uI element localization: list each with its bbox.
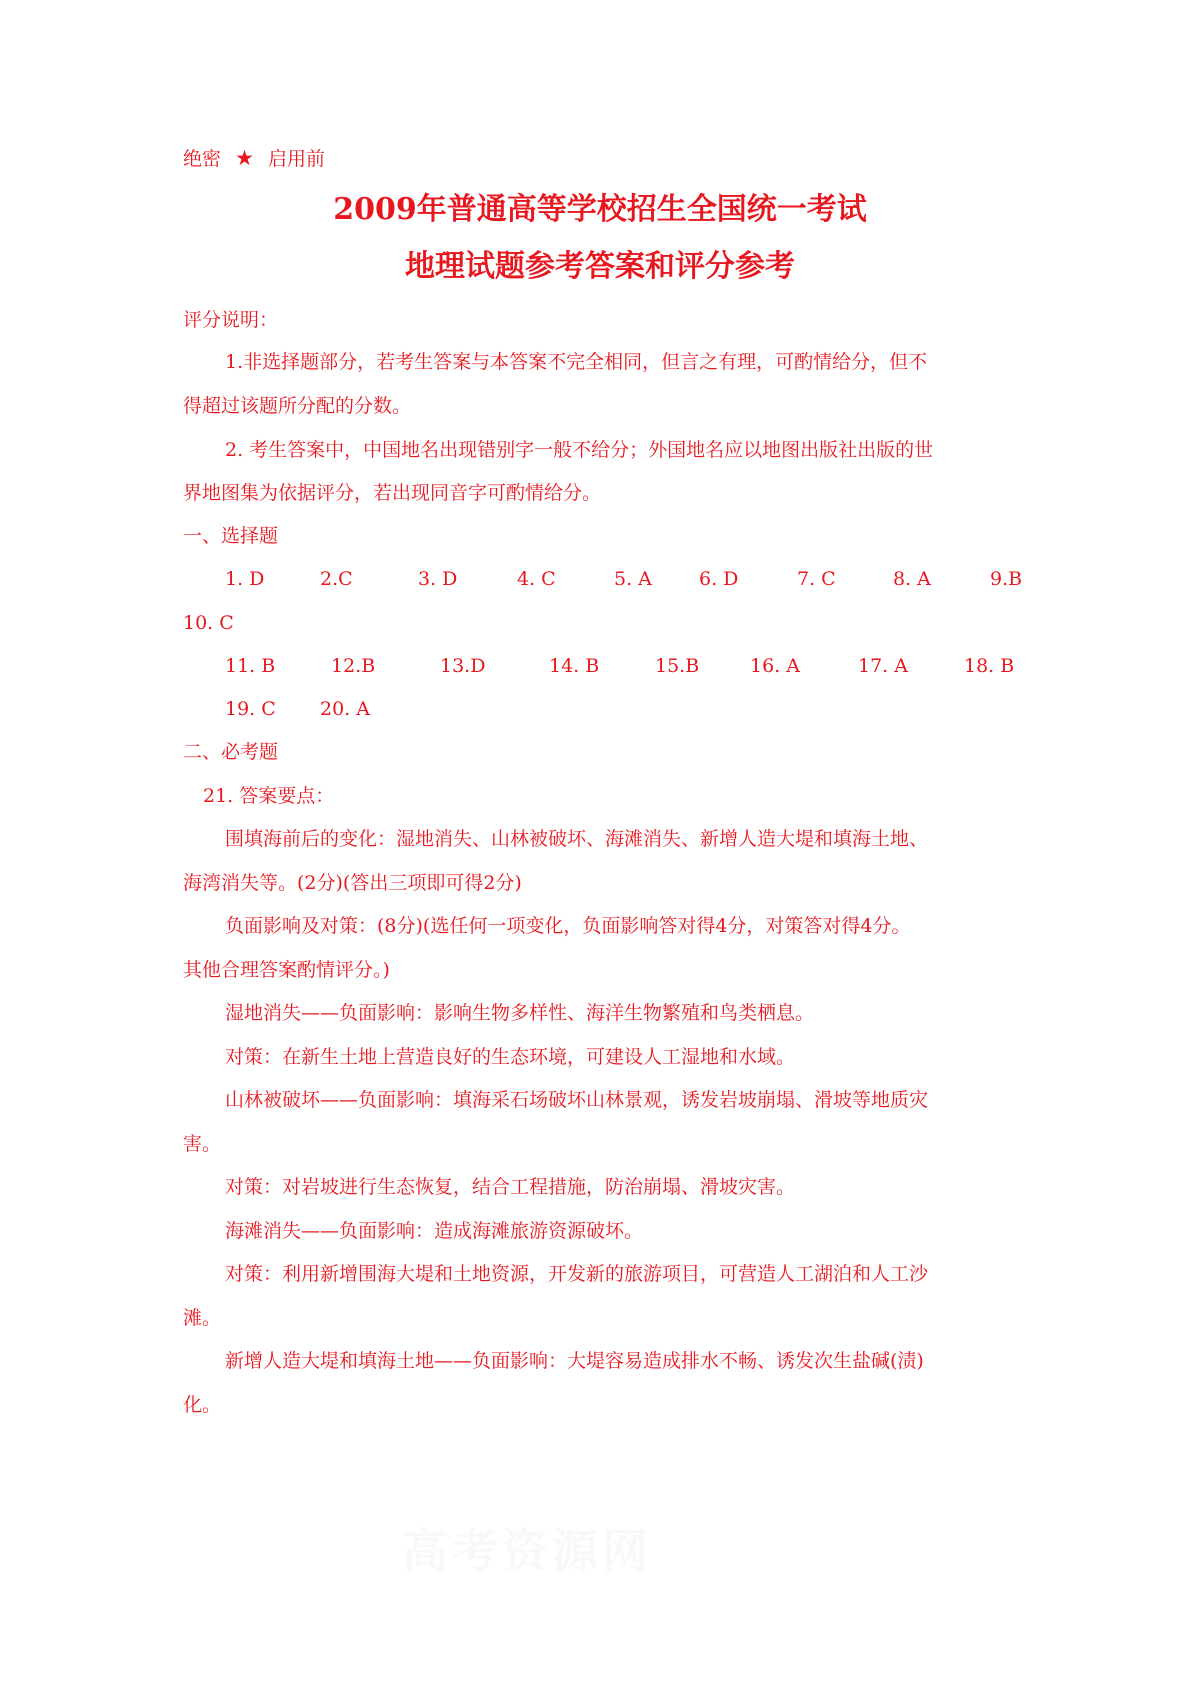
scoring-item2-line1: 2. 考生答案中，中国地名出现错别字一般不给分；外国地名应以地图出版社出版的世: [225, 439, 934, 461]
paragraph-line: 对策：在新生土地上营造良好的生态环境，可建设人工湿地和水域。: [225, 1046, 796, 1068]
answer-item: 12.B: [331, 655, 376, 677]
section2-heading: 二、必考题: [183, 741, 279, 763]
answer-item: 16. A: [750, 655, 800, 677]
watermark: 高考资源网: [402, 1524, 652, 1578]
answer-item: 15.B: [655, 655, 700, 677]
paragraph-line: 对策：利用新增围海大堤和土地资源，开发新的旅游项目，可营造人工湖泊和人工沙: [225, 1263, 929, 1285]
scoring-heading: 评分说明：: [183, 309, 279, 331]
answer-item: 7. C: [797, 568, 836, 590]
answer-item: 17. A: [858, 655, 908, 677]
paragraph-line: 负面影响及对策：(8分)(选任何一项变化，负面影响答对得4分，对策答对得4分。: [225, 915, 911, 937]
scoring-item1-line1: 1.非选择题部分，若考生答案与本答案不完全相同，但言之有理，可酌情给分，但不: [225, 351, 928, 373]
star-icon: ★: [235, 146, 254, 170]
section1-heading: 一、选择题: [183, 525, 279, 547]
answer-item: 3. D: [418, 568, 458, 590]
paragraph-line: 对策：对岩坡进行生态恢复，结合工程措施，防治崩塌、滑坡灾害。: [225, 1176, 796, 1198]
paragraph-line: 新增人造大堤和填海土地——负面影响：大堤容易造成排水不畅、诱发次生盐碱(渍): [225, 1350, 924, 1372]
answer-item: 18. B: [964, 655, 1015, 677]
answer-item: 13.D: [440, 655, 486, 677]
paragraph-line: 滩。: [183, 1307, 222, 1329]
answer-title: 地理试题参考答案和评分参考: [405, 249, 795, 284]
answer-item: 9.B: [990, 568, 1023, 590]
question-21-label: 21. 答案要点：: [203, 785, 335, 807]
answer-item: 10. C: [183, 612, 234, 634]
paragraph-line: 化。: [183, 1394, 222, 1416]
scoring-item2-line2: 界地图集为依据评分，若出现同音字可酌情给分。: [183, 482, 602, 504]
paragraph-line: 湿地消失——负面影响：影响生物多样性、海洋生物繁殖和鸟类栖息。: [225, 1002, 815, 1024]
paragraph-line: 山林被破坏——负面影响：填海采石场破坏山林景观，诱发岩坡崩塌、滑坡等地质灾: [225, 1089, 929, 1111]
answer-item: 4. C: [517, 568, 556, 590]
paragraph-line: 害。: [183, 1133, 222, 1155]
answer-item: 20. A: [320, 698, 370, 720]
before-use-label: 启用前: [267, 148, 325, 170]
answer-item: 8. A: [893, 568, 931, 590]
exam-title: 2009年普通高等学校招生全国统一考试: [333, 192, 867, 227]
answer-item: 6. D: [699, 568, 739, 590]
answer-item: 5. A: [614, 568, 652, 590]
confidential-header: [183, 146, 325, 171]
paragraph-line: 围填海前后的变化：湿地消失、山林被破坏、海滩消失、新增人造大堤和填海土地、: [225, 828, 929, 850]
scoring-item1-line2: 得超过该题所分配的分数。: [183, 395, 412, 417]
paragraph-line: 海湾消失等。(2分)(答出三项即可得2分): [183, 872, 522, 894]
answer-item: 11. B: [225, 655, 276, 677]
paragraph-line: 其他合理答案酌情评分。): [183, 959, 390, 981]
answer-item: 19. C: [225, 698, 276, 720]
paragraph-line: 海滩消失——负面影响：造成海滩旅游资源破坏。: [225, 1220, 644, 1242]
answer-item: 14. B: [549, 655, 600, 677]
answer-item: 1. D: [225, 568, 265, 590]
secret-label: 绝密: [183, 148, 222, 170]
answer-item: 2.C: [320, 568, 353, 590]
